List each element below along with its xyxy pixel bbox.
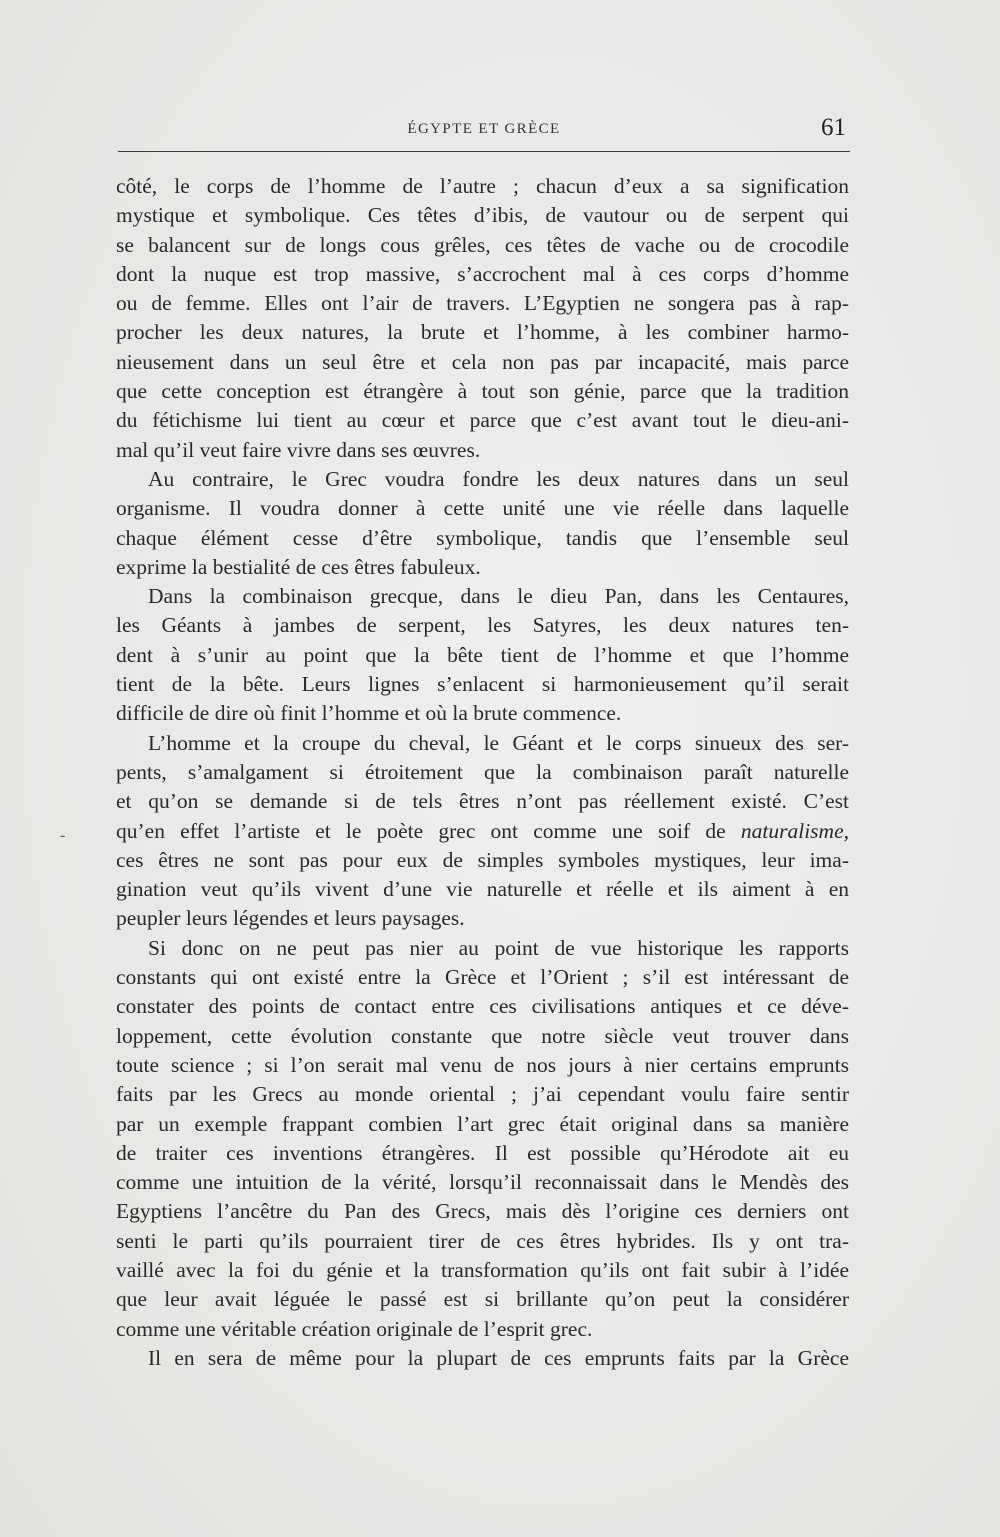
- text-line: vaillé avec la foi du génie et la transformation qu’ils ont fait subir à l’idée: [116, 1257, 849, 1282]
- text-line: Dans la combinaison grecque, dans le dieu Pan, dans les Centaures,: [148, 584, 849, 609]
- text-line: nieusement dans un seul être et cela non pas par incapacité, mais parce: [116, 349, 849, 374]
- text-line: comme une véritable création originale de l’esprit grec.: [116, 1316, 593, 1341]
- text-line: L’homme et la croupe du cheval, le Géant et le corps sinueux des ser-: [148, 730, 849, 755]
- text-line: Il en sera de même pour la plupart de ces emprunts faits par la Grèce: [148, 1345, 849, 1370]
- text-line: de traiter ces inventions étrangères. Il est possible qu’Hérodote ait eu: [116, 1140, 849, 1165]
- running-head: [118, 114, 850, 148]
- text-line: constater des points de contact entre ces civilisations antiques et ce déve-: [116, 994, 849, 1019]
- text-line: constants qui ont existé entre la Grèce et l’Orient ; s’il est intéressant de: [116, 965, 849, 990]
- text-line: se balancent sur de longs cous grêles, ces têtes de vache ou de crocodile: [116, 232, 849, 257]
- text-line: par un exemple frappant combien l’art grec était original dans sa manière: [116, 1111, 849, 1136]
- text-line: mystique et symbolique. Ces têtes d’ibis, de vautour ou de serpent qui: [116, 203, 849, 228]
- text-line: senti le parti qu’ils pourraient tirer de ces êtres hybrides. Ils y ont tra-: [116, 1228, 849, 1253]
- text-line: exprime la bestialité de ces êtres fabuleux.: [116, 554, 481, 579]
- text-line: loppement, cette évolution constante que notre siècle veut trouver dans: [116, 1023, 849, 1048]
- text-line: comme une intuition de la vérité, lorsqu’il reconnaissait dans le Mendès des: [116, 1170, 849, 1195]
- body-text: [116, 172, 849, 1373]
- text-line: dent à s’unir au point que la bête tient de l’homme et que l’homme: [116, 642, 849, 667]
- text-line: gination veut qu’ils vivent d’une vie naturelle et réelle et ils aiment à en: [116, 877, 849, 902]
- text-line: organisme. Il voudra donner à cette unité une vie réelle dans laquelle: [116, 496, 849, 521]
- text-line: tient de la bête. Leurs lignes s’enlacent si harmonieusement qu’il serait: [116, 672, 849, 697]
- page-number: 61: [821, 114, 846, 141]
- text-line: procher les deux natures, la brute et l’homme, à les combiner harmo-: [116, 320, 849, 345]
- text-line: Egyptiens l’ancêtre du Pan des Grecs, mais dès l’origine ces derniers ont: [116, 1199, 849, 1224]
- text-line: toute science ; si l’on serait mal venu de nos jours à nier certains emprunts: [116, 1052, 849, 1077]
- text-line: du fétichisme lui tient au cœur et parce que c’est avant tout le dieu-ani-: [116, 408, 849, 433]
- text-line: [116, 817, 849, 846]
- text-line: côté, le corps de l’homme de l’autre ; chacun d’eux a sa signification: [116, 174, 849, 198]
- text-line: dont la nuque est trop massive, s’accrochent mal à ces corps d’homme: [116, 261, 849, 286]
- text-line-roman: qu’en effet l’artiste et le poète grec ont comme une soif de: [116, 818, 741, 843]
- margin-mark: -: [60, 827, 66, 844]
- text-line: Si donc on ne peut pas nier au point de vue historique les rapports: [148, 935, 849, 960]
- text-line: et qu’on se demande si de tels êtres n’ont pas réellement existé. C’est: [116, 789, 849, 814]
- text-line: pents, s’amalgament si étroitement que la combinaison paraît naturelle: [116, 759, 849, 784]
- text-line: ou de femme. Elles ont l’air de travers. L’Egyptien ne songera pas à rap-: [116, 291, 849, 316]
- text-line: les Géants à jambes de serpent, les Satyres, les deux natures ten-: [116, 613, 849, 638]
- text-line: Au contraire, le Grec voudra fondre les deux natures dans un seul: [148, 466, 849, 491]
- text-line: peupler leurs légendes et leurs paysages.: [116, 906, 465, 931]
- text-line: faits par les Grecs au monde oriental ; j’ai cependant voulu faire sentir: [116, 1082, 849, 1107]
- text-line: que leur avait léguée le passé est si brillante qu’on peut la considérer: [116, 1287, 849, 1312]
- header-rule: [118, 151, 850, 152]
- running-title: ÉGYPTE ET GRÈCE: [407, 121, 561, 137]
- text-line: mal qu’il veut faire vivre dans ses œuvres.: [116, 437, 481, 462]
- text-line: que cette conception est étrangère à tout son génie, parce que la tradition: [116, 379, 849, 404]
- italic-word: naturalisme,: [740, 818, 849, 843]
- text-line: ces êtres ne sont pas pour eux de simples symboles mystiques, leur ima-: [116, 847, 849, 872]
- text-line: chaque élément cesse d’être symbolique, tandis que l’ensemble seul: [116, 525, 849, 550]
- text-line: difficile de dire où finit l’homme et où la brute commence.: [116, 701, 622, 726]
